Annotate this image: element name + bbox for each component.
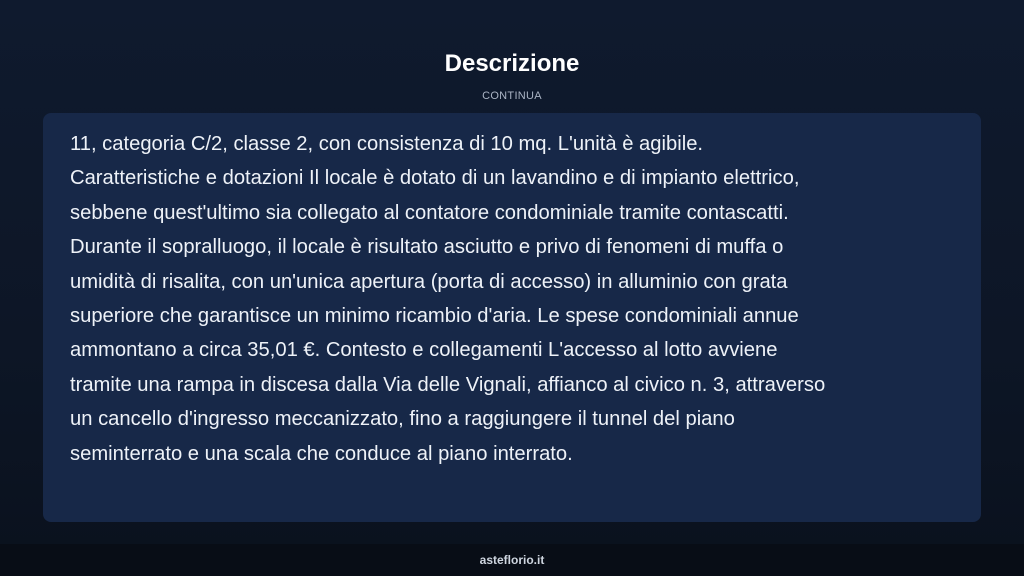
description-text: 11, categoria C/2, classe 2, con consistenza di 10 mq. L'unità è agibile. Caratteristiche e dotazioni Il locale è dotato di un lavandino e di impianto elettrico, sebbene quest'ultimo sia collegato al contatore condominiale tramite contascatti. Durante il sopralluogo, il locale è risultato asciutto e privo di fenomeni di muffa o umidità di risalita, con un'unica apertura (porta di accesso) in alluminio con grata superiore che garantisce un minimo ricambio d'aria. Le spese condominiali annue ammontano a circa 35,01 €. Contesto e collegamenti L'accesso al lotto avviene tramite una rampa in discesa dalla Via delle Vignali, affianco al civico n. 3, attraverso un cancello d'ingresso meccanizzato, fino a raggiungere il tunnel del piano seminterrato e una scala che conduce al piano interrato. (70, 133, 826, 465)
description-card (43, 113, 981, 522)
continue-label: CONTINUA (482, 90, 542, 102)
page-title: Descrizione (444, 50, 580, 77)
footer-site-link[interactable]: asteflorio.it (479, 553, 545, 567)
